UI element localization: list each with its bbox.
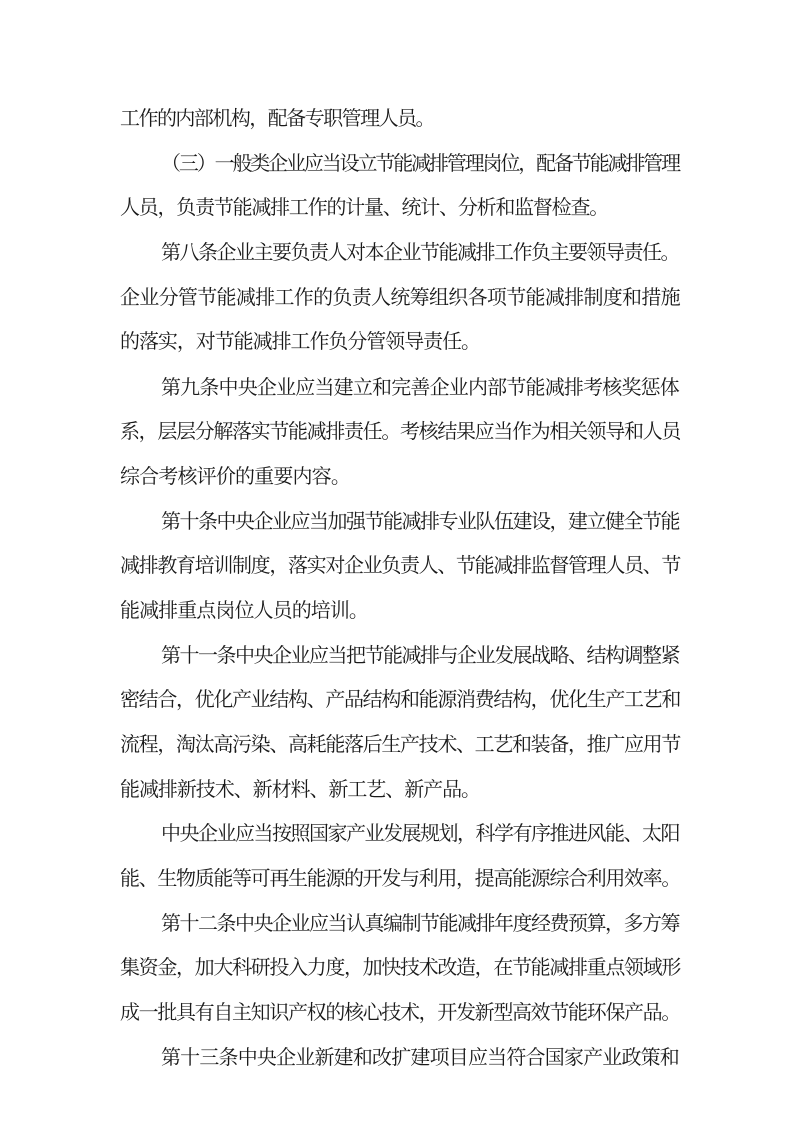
text-line (0, 324, 800, 358)
line-text: 第九条中央企业应当建立和完善企业内部节能减排考核奖惩体 (161, 375, 679, 399)
text-line (0, 190, 800, 224)
line-text: 集资金，加大科研投入力度，加快技术改造，在节能减排重点领域形 (120, 955, 681, 979)
line-text: 能减排新技术、新材料、新工艺、新产品。 (120, 777, 480, 801)
text-line (0, 235, 800, 269)
text-line (0, 638, 800, 672)
line-text: 系，层层分解落实节能减排责任。考核结果应当作为相关领导和人员 (120, 419, 681, 443)
text-line (0, 1040, 800, 1074)
text-line (0, 548, 800, 582)
line-text: 第十一条中央企业应当把节能减排与企业发展战略、结构调整紧 (161, 643, 679, 667)
text-line (0, 816, 800, 850)
line-text: （三）一般类企业应当设立节能减排管理岗位，配备节能减排管理 (161, 151, 679, 175)
text-line (0, 146, 800, 180)
text-line (0, 280, 800, 314)
line-text: 流程，淘汰高污染、高耗能落后生产技术、工艺和装备，推广应用节 (120, 732, 681, 756)
text-line (0, 995, 800, 1029)
text-line (0, 504, 800, 538)
text-line (0, 727, 800, 761)
line-text: 第八条企业主要负责人对本企业节能减排工作负主要领导责任。 (161, 240, 679, 264)
text-line (0, 370, 800, 404)
line-text: 第十条中央企业应当加强节能减排专业队伍建设，建立健全节能 (161, 509, 679, 533)
line-text: 企业分管节能减排工作的负责人统筹组织各项节能减排制度和措施 (120, 285, 680, 309)
line-text: 成一批具有自主知识产权的核心技术，开发新型高效节能环保产品。 (120, 1000, 681, 1024)
line-text: 中央企业应当按照国家产业发展规划，科学有序推进风能、太阳 (161, 821, 679, 845)
line-text: 的落实，对节能减排工作负分管领导责任。 (120, 329, 480, 353)
text-line (0, 906, 800, 940)
text-line (0, 682, 800, 716)
text-line (0, 861, 800, 895)
text-line (0, 101, 800, 135)
text-line (0, 593, 800, 627)
line-text: 能、生物质能等可再生能源的开发与利用，提高能源综合利用效率。 (120, 866, 681, 890)
line-text: 密结合，优化产业结构、产品结构和能源消费结构，优化生产工艺和 (120, 687, 681, 711)
line-text: 第十二条中央企业应当认真编制节能减排年度经费预算，多方筹 (161, 911, 679, 935)
line-text: 综合考核评价的重要内容。 (120, 464, 351, 488)
line-text: 减排教育培训制度，落实对企业负责人、节能减排监督管理人员、节 (120, 553, 681, 577)
line-text: 人员，负责节能减排工作的计量、统计、分析和监督检查。 (120, 195, 608, 219)
text-line (0, 414, 800, 448)
text-line (0, 772, 800, 806)
line-text: 能减排重点岗位人员的培训。 (120, 598, 369, 622)
line-text: 第十三条中央企业新建和改扩建项目应当符合国家产业政策和 (161, 1045, 679, 1069)
text-line (0, 459, 800, 493)
text-line (0, 950, 800, 984)
line-text: 工作的内部机构，配备专职管理人员。 (120, 106, 435, 130)
